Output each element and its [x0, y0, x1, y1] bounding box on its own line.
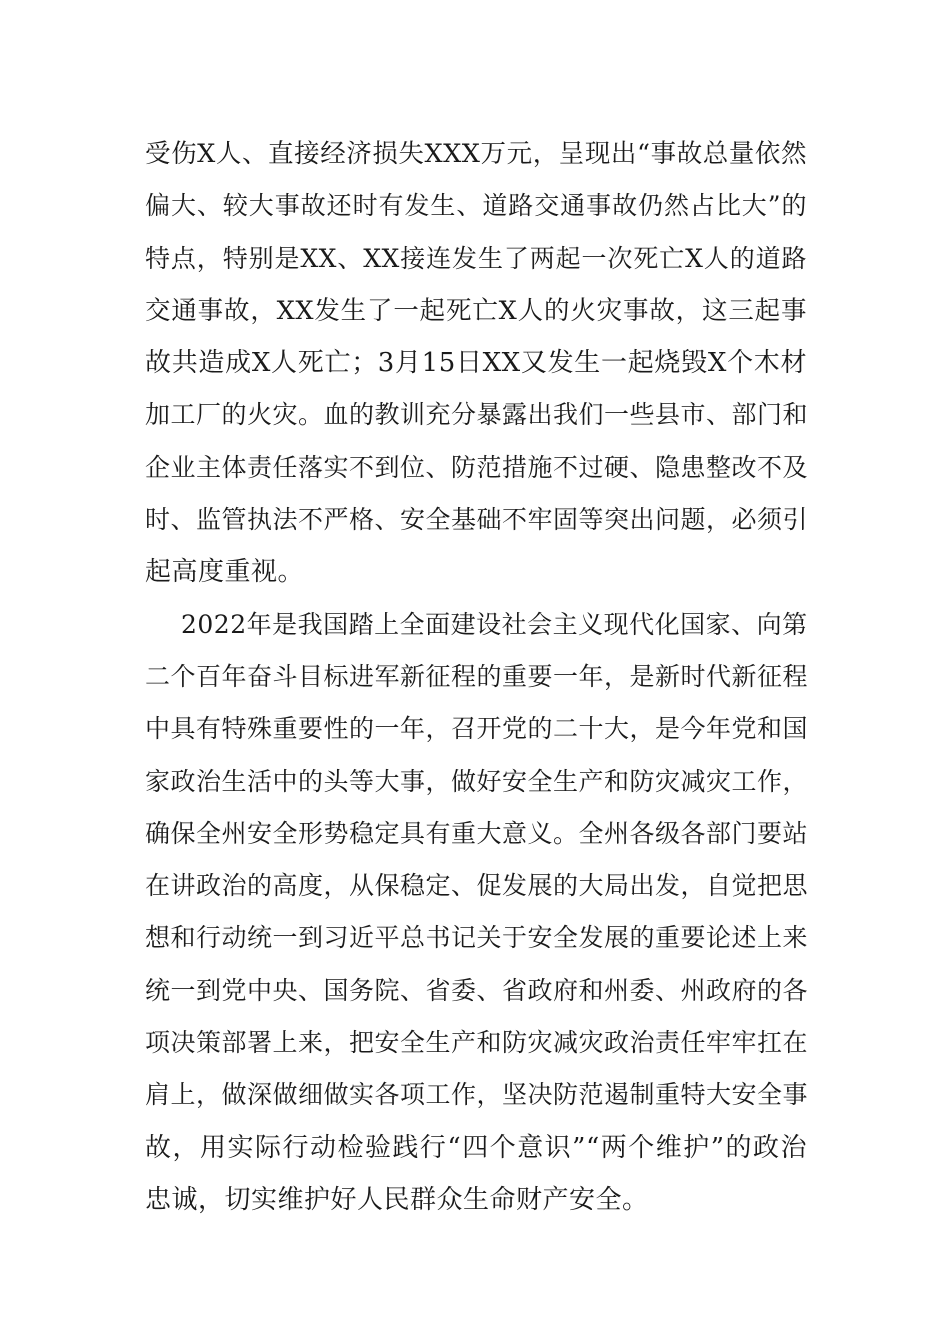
text-line: 起高度重视。 — [145, 557, 305, 588]
document-body — [145, 128, 807, 1226]
text-line: 项决策部署上来，把安全生产和防灾减灾政治责任牢牢扛在 — [145, 1028, 809, 1058]
text-line: 忠诚，切实维护好人民群众生命财产安全。 — [145, 1184, 649, 1215]
text-line: 2022年是我国踏上全面建设社会主义现代化国家、向第 — [181, 609, 808, 639]
text-line: 受伤X人、直接经济损失XXX万元，呈现出“事故总量依然 — [145, 139, 807, 169]
text-line: 企业主体责任落实不到位、防范措施不过硬、隐患整改不及 — [145, 452, 809, 482]
text-line: 确保全州安全形势稳定具有重大意义。全州各级各部门要站 — [145, 818, 809, 848]
text-line: 加工厂的火灾。血的教训充分暴露出我们一些县市、部门和 — [145, 400, 809, 430]
text-line: 二个百年奋斗目标进军新征程的重要一年，是新时代新征程 — [145, 661, 809, 691]
text-line: 时、监管执法不严格、安全基础不牢固等突出问题，必须引 — [145, 505, 809, 535]
text-line: 统一到党中央、国务院、省委、省政府和州委、州政府的各 — [145, 975, 809, 1005]
paragraph-1 — [145, 128, 807, 599]
paragraph-2 — [145, 599, 807, 1227]
text-line: 想和行动统一到习近平总书记关于安全发展的重要论述上来 — [145, 923, 809, 953]
text-line: 交通事故，XX发生了一起死亡X人的火灾事故，这三起事 — [145, 295, 807, 326]
text-line: 家政治生活中的头等大事，做好安全生产和防灾减灾工作， — [145, 766, 809, 796]
text-line: 故，用实际行动检验践行“四个意识”“两个维护”的政治 — [145, 1132, 807, 1163]
text-line: 偏大、较大事故还时有发生、道路交通事故仍然占比大”的 — [145, 191, 807, 221]
text-line: 特点，特别是XX、XX接连发生了两起一次死亡X人的道路 — [145, 243, 807, 273]
text-line: 故共造成X人死亡；3月15日XX又发生一起烧毁X个木材 — [145, 348, 807, 379]
text-line: 肩上，做深做细做实各项工作，坚决防范遏制重特大安全事 — [145, 1080, 809, 1110]
text-line: 中具有特殊重要性的一年，召开党的二十大，是今年党和国 — [145, 714, 809, 744]
text-line: 在讲政治的高度，从保稳定、促发展的大局出发，自觉把思 — [145, 871, 809, 901]
